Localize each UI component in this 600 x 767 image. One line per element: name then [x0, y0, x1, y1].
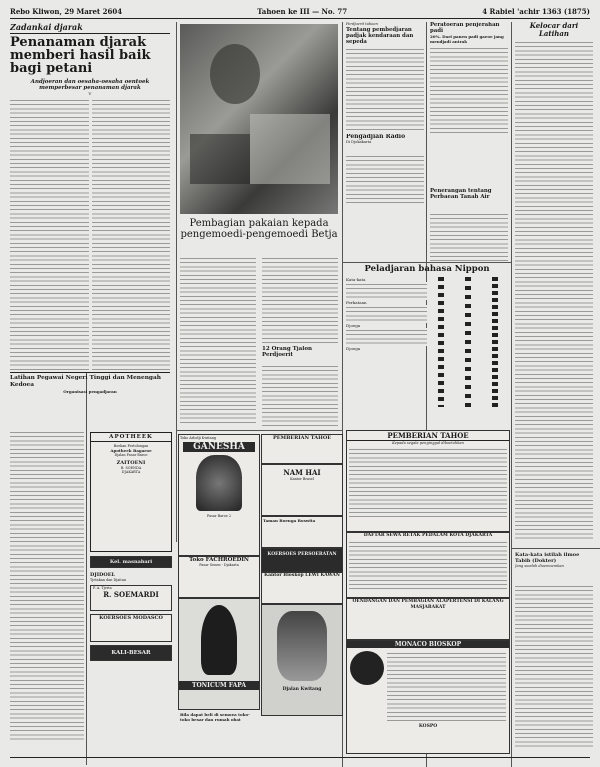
- article-headline: Penerangan tentang Perbaean Tanah Air: [430, 188, 492, 200]
- article-kata-kata: Kata-kata istilah ilmoe Tabib (Dokter) Jang soedah dioemoemkan: [515, 552, 593, 582]
- ad-kali-besar: KALI-BESAR: [90, 645, 172, 661]
- product-icon: [277, 611, 327, 681]
- ad-koersoes-persoeratan: KOERSOES PERSOERATAN: [261, 548, 343, 572]
- ad-koersoes: [90, 614, 172, 642]
- section-rule: [176, 430, 342, 431]
- issue-date: Rebo Kliwon, 29 Maret 2604: [10, 6, 123, 16]
- ads-column-a: [90, 432, 172, 732]
- ad-title: GANESHA: [183, 442, 255, 452]
- ad-title: NAM HAI: [283, 468, 321, 477]
- ad-line: Djalan Pasar Baroe: [114, 453, 148, 457]
- issue-number: Tahoen ke III — No. 77: [257, 6, 348, 16]
- ad-toko-jam: Kantor Bioskop LEWI KAWAN: [261, 572, 343, 604]
- article-body-col: [10, 98, 89, 372]
- ad-line: DJAKARTA: [121, 470, 141, 474]
- ad-apotheek: [90, 432, 172, 552]
- ad-masnabari: Kel. masnabari: [90, 556, 172, 568]
- ad-title: TONICUM FAPA: [179, 681, 259, 690]
- article-body-col: [92, 98, 171, 372]
- article-body-col: [262, 364, 338, 426]
- ad-tarif-table: DAFTAR SEWA RETAK PEDALAM KOTA DJAKARTA: [346, 532, 510, 598]
- ad-line: Tjetakan dan Djaitan: [90, 578, 126, 582]
- lesson-title: Peladjaran bahasa Nippon: [364, 264, 490, 274]
- ad-roswita: [261, 516, 343, 548]
- article-body-col: [262, 256, 338, 346]
- ad-djidoel: DJIDOEL: [90, 572, 116, 578]
- kana-column: [492, 277, 498, 407]
- ad-line: Boekan Pertolongan: [113, 444, 149, 448]
- ad-title: KOERSOES MODASCO: [99, 615, 163, 621]
- article-headline: Peratoeran penjerahan padi: [430, 22, 500, 34]
- ad-pemberian-tahoe-small: [261, 434, 343, 464]
- article-body-col: [180, 256, 256, 426]
- ad-kwitang: Djalan Kwitang: [261, 604, 343, 716]
- column-title: Kelocar dari Latihan: [529, 22, 579, 38]
- ad-line: ZAITOENI: [116, 460, 146, 466]
- article-headline: Penanaman djarak memberi hasil baik bagi petani: [10, 35, 151, 76]
- footer-rule: [10, 757, 590, 758]
- masthead-strip: [10, 4, 590, 19]
- photo-caption-headline: Pembagian pakaian kepada pengemoedi-pengemoedi Betja: [180, 218, 338, 240]
- ad-title: R. SOEMARDI: [103, 590, 159, 599]
- article-headline: Latihan Pegawai Negeri Tinggi dan Menengah Kedoea: [10, 375, 161, 388]
- badge-icon: [350, 651, 384, 685]
- article-headline: Kata-kata istilah ilmoe Tabib (Dokter): [515, 552, 580, 564]
- kana-column: [465, 277, 471, 407]
- ad-tonicum-fapa: [178, 598, 260, 710]
- ad-title: PEMBERIAN TAHOE: [272, 435, 332, 441]
- issue-hijri-date: 4 Rabiel 'achir 1363 (1875): [482, 6, 590, 16]
- section-label: Zadankai djarak: [10, 22, 83, 32]
- elephant-icon: [196, 455, 242, 511]
- article-headline: 12 Orang Tjalon Perdjoerit: [262, 346, 312, 358]
- column-rule: [176, 22, 177, 542]
- section-rule: [511, 548, 600, 549]
- column-rule: [511, 22, 512, 767]
- ad-line: Apotheek Bagaroe: [110, 448, 152, 453]
- main-article: [10, 22, 170, 372]
- ad-line: P. A. Tjerta: [93, 586, 112, 590]
- ad-oendangan: OENDANGAN DAN PEMBAGIAN ALAPERTENSI DI KALANG MASJARAKAT: [346, 598, 510, 640]
- article-body-col: [10, 430, 84, 740]
- article-radio: Pengadjian Radio Di Djokakarta: [346, 134, 406, 144]
- article-subheadline: 20%. Dari panen padi gaeoe jang mendjadi antrak: [430, 34, 504, 44]
- ad-line: Pasar Baroe 2: [206, 514, 232, 518]
- ad-fachroedin: [178, 556, 260, 598]
- ad-ganesha: [178, 434, 260, 556]
- column-kelocar-djari: [515, 22, 593, 542]
- ad-footer: Bila dapat beli di semoea toko-toko besar dan rumah obat: [180, 712, 250, 722]
- ad-title: APOTHEEK: [91, 433, 171, 442]
- ad-line: Pasar Senen - Djakarta: [199, 563, 239, 567]
- ad-title: Toko FACHROEDIN: [189, 557, 249, 563]
- article-penerangan: [430, 188, 508, 212]
- article-subheadline: Organisasi pengadjaran: [63, 389, 117, 394]
- ad-line: Kantor Brasel: [290, 477, 314, 481]
- article-peratoeran: [430, 22, 508, 140]
- photo-clothing-distribution: [180, 24, 338, 214]
- ad-nam-hai: [261, 464, 343, 516]
- kana-column: [438, 277, 444, 407]
- training-article: [10, 372, 170, 432]
- ad-line: Toko Arlodji Kwitang: [180, 436, 217, 440]
- ad-monaco: MONACO BIOSKOP KOSPO: [346, 640, 510, 754]
- roman-numeral: V: [88, 91, 92, 96]
- figure-icon: [201, 605, 237, 675]
- ad-pemberian-tahoe: PEMBERIAN TAHOE Kepada segala penginggal diboetohkan: [346, 430, 510, 532]
- section-rule: [342, 262, 511, 263]
- article-headline: Tentang pembedjaran padjak kendaraan dan sepeda: [346, 27, 414, 45]
- article-pendudok: Perdjoerit tahoen Tentang pembedjaran padjak kendaraan dan sepeda: [346, 22, 424, 132]
- ad-soemardi: [90, 585, 172, 611]
- lesson-nippon: Peladjaran bahasa Nippon Kata-kata Perkataan Djoega Djoega: [346, 264, 508, 424]
- ad-line: B. SOENDA: [120, 466, 142, 470]
- ad-title: Taman Boenga Roswita: [263, 518, 316, 523]
- article-subheadline: Andjoeran dan oesaha-oesaha oentoek memperbesar penanaman djarak: [30, 79, 150, 91]
